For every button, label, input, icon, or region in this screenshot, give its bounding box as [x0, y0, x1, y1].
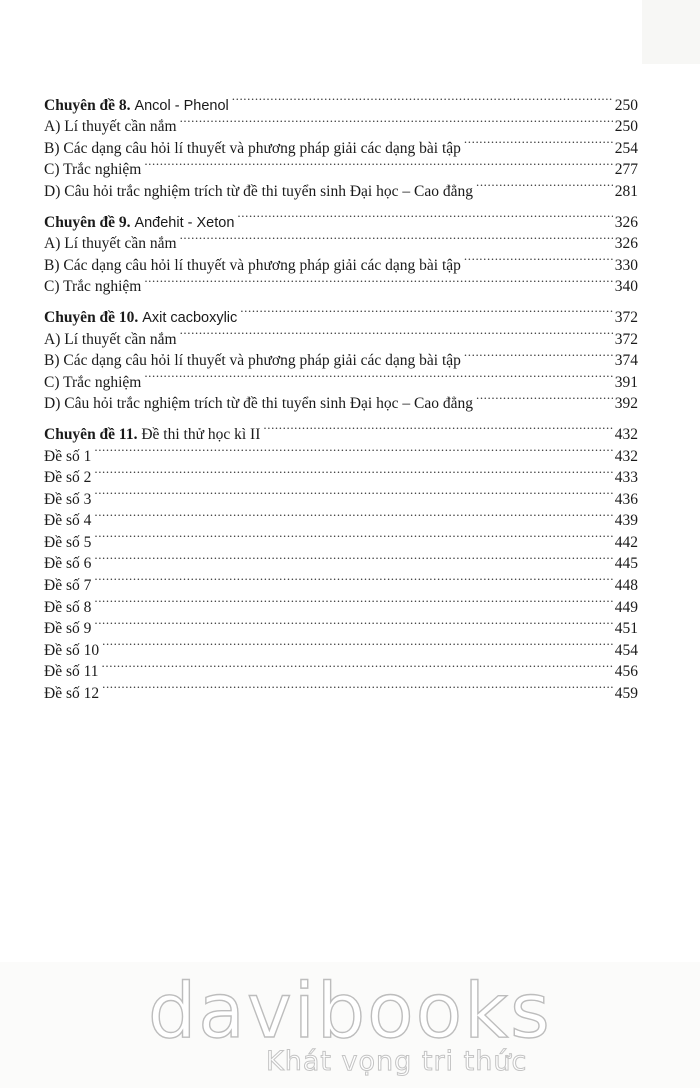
- page-number: 459: [614, 685, 638, 703]
- entry-label: Đề số 2: [44, 469, 92, 487]
- dot-leader: [102, 655, 613, 677]
- page-corner-shade: [642, 0, 700, 64]
- table-of-contents: [44, 88, 638, 707]
- chapter-title: Đề thi thử học kì II: [141, 425, 261, 443]
- entry-label: Đề số 10: [44, 641, 100, 659]
- dot-leader: [94, 439, 612, 461]
- entry-label: Đề số 8: [44, 598, 92, 616]
- page-number: 277: [614, 161, 638, 179]
- entry-label: B) Các dạng câu hỏi lí thuyết và phương pháp giải các dạng bài tập: [44, 139, 461, 157]
- dot-leader: [94, 504, 612, 526]
- chapter-number: Chuyên đề 9.: [44, 213, 131, 231]
- toc-section-9: [44, 205, 638, 296]
- entry-label: D) Câu hỏi trắc nghiệm trích từ đề thi tuyển sinh Đại học – Cao đẳng: [44, 395, 473, 413]
- toc-entry[interactable]: [44, 633, 638, 659]
- page-number: 433: [614, 469, 638, 487]
- entry-label: Đề số 3: [44, 490, 92, 508]
- entry-label: C) Trắc nghiệm: [44, 373, 142, 391]
- toc-entry[interactable]: [44, 504, 638, 530]
- toc-entry[interactable]: [44, 461, 638, 487]
- dot-leader: [476, 387, 613, 409]
- toc-section-11: [44, 417, 638, 703]
- toc-entry[interactable]: [44, 525, 638, 551]
- page-number: 432: [614, 447, 638, 465]
- page-number: 372: [614, 330, 638, 348]
- page-number: 392: [614, 395, 638, 413]
- entry-label: Đề số 12: [44, 685, 100, 703]
- page-number: 374: [614, 352, 638, 370]
- entry-label: C) Trắc nghiệm: [44, 161, 142, 179]
- dot-leader: [180, 227, 613, 249]
- page-number: 326: [614, 213, 638, 231]
- dot-leader: [144, 365, 612, 387]
- dot-leader: [464, 131, 613, 153]
- page-number: 326: [614, 235, 638, 253]
- chapter-title: Axit cacboxylic: [142, 309, 238, 326]
- toc-heading[interactable]: [44, 205, 638, 231]
- entry-label: B) Các dạng câu hỏi lí thuyết và phương pháp giải các dạng bài tập: [44, 352, 461, 370]
- entry-label: A) Lí thuyết cần nắm: [44, 118, 177, 136]
- toc-entry[interactable]: [44, 482, 638, 508]
- entry-label: A) Lí thuyết cần nắm: [44, 235, 177, 253]
- dot-leader: [94, 525, 612, 547]
- page-number: 454: [614, 641, 638, 659]
- dot-leader: [94, 461, 612, 483]
- page-number: 250: [614, 96, 638, 114]
- watermark-logo: davibooks: [148, 966, 552, 1055]
- entry-label: C) Trắc nghiệm: [44, 278, 142, 296]
- toc-entry[interactable]: [44, 612, 638, 638]
- dot-leader: [476, 174, 613, 196]
- toc-entry[interactable]: [44, 568, 638, 595]
- toc-section-8: [44, 88, 638, 200]
- page-number: 448: [614, 577, 638, 595]
- page-number: 391: [614, 373, 638, 391]
- page-number: 451: [614, 620, 638, 638]
- page-number: 340: [614, 278, 638, 296]
- dot-leader: [263, 417, 612, 439]
- dot-leader: [94, 590, 612, 612]
- dot-leader: [464, 344, 613, 366]
- page-number: 456: [614, 663, 638, 681]
- page-number: 432: [614, 425, 638, 443]
- entry-label: Đề số 7: [44, 577, 92, 595]
- toc-section-10: [44, 300, 638, 413]
- entry-label: Đề số 6: [44, 555, 92, 573]
- dot-leader: [144, 270, 612, 292]
- page-number: 330: [614, 256, 638, 274]
- dot-leader: [232, 88, 613, 110]
- page-number: 436: [614, 490, 638, 508]
- dot-leader: [94, 482, 612, 504]
- chapter-number: Chuyên đề 8.: [44, 96, 131, 114]
- page-number: 254: [614, 139, 638, 157]
- entry-label: Đề số 1: [44, 447, 92, 465]
- entry-label: Đề số 4: [44, 512, 92, 530]
- page-number: 250: [614, 118, 638, 136]
- dot-leader: [94, 547, 612, 569]
- chapter-number: Chuyên đề 10.: [44, 308, 139, 326]
- toc-entry[interactable]: [44, 439, 638, 465]
- entry-label: D) Câu hỏi trắc nghiệm trích từ đề thi tuyển sinh Đại học – Cao đẳng: [44, 182, 473, 200]
- entry-label: Đề số 5: [44, 533, 92, 551]
- page-number: 281: [614, 182, 638, 200]
- dot-leader: [237, 205, 612, 227]
- page-number: 442: [614, 533, 638, 551]
- page-number: 449: [614, 598, 638, 616]
- dot-leader: [464, 248, 613, 270]
- dot-leader: [180, 110, 613, 132]
- page-number: 372: [614, 308, 638, 326]
- watermark-tagline: Khát vọng tri thức: [266, 1046, 528, 1077]
- chapter-title: Ancol - Phenol: [134, 97, 229, 114]
- dot-leader: [180, 322, 613, 344]
- entry-label: Đề số 11: [44, 663, 99, 681]
- toc-entry[interactable]: [44, 590, 638, 616]
- toc-entry[interactable]: [44, 676, 638, 703]
- dot-leader: [240, 300, 612, 322]
- page-number: 439: [614, 512, 638, 530]
- toc-heading[interactable]: [44, 88, 638, 114]
- chapter-number: Chuyên đề 11.: [44, 425, 138, 443]
- toc-heading[interactable]: [44, 417, 638, 443]
- entry-label: A) Lí thuyết cần nắm: [44, 330, 177, 348]
- dot-leader: [94, 568, 612, 590]
- dot-leader: [102, 633, 613, 655]
- entry-label: Đề số 9: [44, 620, 92, 638]
- entry-label: B) Các dạng câu hỏi lí thuyết và phương pháp giải các dạng bài tập: [44, 256, 461, 274]
- toc-entry[interactable]: [44, 655, 638, 681]
- dot-leader: [144, 153, 612, 175]
- chapter-title: Anđehit - Xeton: [134, 214, 235, 231]
- dot-leader: [94, 612, 612, 634]
- toc-entry[interactable]: [44, 547, 638, 573]
- page-number: 445: [614, 555, 638, 573]
- dot-leader: [102, 676, 613, 698]
- toc-heading[interactable]: [44, 300, 638, 326]
